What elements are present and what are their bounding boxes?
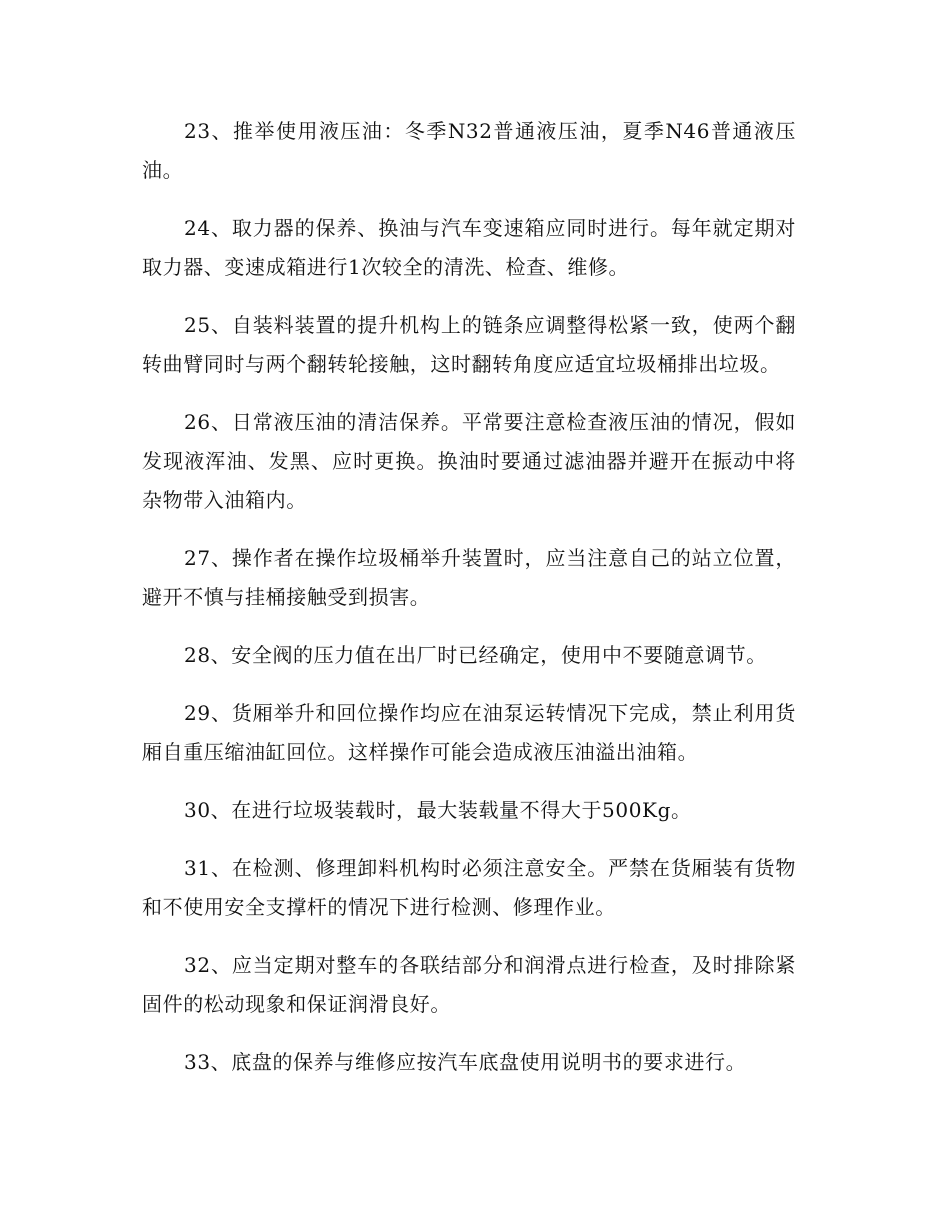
paragraph-26: 26、日常液压油的清洁保养。平常要注意检查液压油的情况，假如发现液浑油、发黑、应时更换。换油时要通过滤油器并避开在振动中将杂物带入油箱内。 (142, 410, 796, 512)
paragraph-24: 24、取力器的保养、换油与汽车变速箱应同时进行。每年就定期对取力器、变速成箱进行1次较全的清洗、检查、维修。 (142, 216, 796, 279)
paragraph-30: 30、在进行垃圾装载时，最大装载量不得大于500Kg。 (184, 798, 692, 822)
paragraph-33: 33、底盘的保养与维修应按汽车底盘使用说明书的要求进行。 (184, 1050, 747, 1074)
paragraph-28: 28、安全阀的压力值在出厂时已经确定，使用中不要随意调节。 (184, 643, 767, 667)
document-body (142, 112, 796, 1101)
paragraph-27: 27、操作者在操作垃圾桶举升装置时，应当注意自己的站立位置，避开不慎与挂桶接触受到损害。 (142, 546, 796, 609)
paragraph-31: 31、在检测、修理卸料机构时必须注意安全。严禁在货厢装有货物和不使用安全支撑杆的情况下进行检测、修理作业。 (142, 856, 796, 919)
paragraph-23: 23、推举使用液压油：冬季N32普通液压油，夏季N46普通液压油。 (142, 119, 796, 182)
paragraph-32: 32、应当定期对整车的各联结部分和润滑点进行检查，及时排除紧固件的松动现象和保证润滑良好。 (142, 953, 796, 1016)
paragraph-29: 29、货厢举升和回位操作均应在油泵运转情况下完成，禁止利用货厢自重压缩油缸回位。这样操作可能会造成液压油溢出油箱。 (142, 701, 796, 764)
paragraph-25: 25、自装料装置的提升机构上的链条应调整得松紧一致，使两个翻转曲臂同时与两个翻转轮接触，这时翻转角度应适宜垃圾桶排出垃圾。 (142, 313, 796, 376)
